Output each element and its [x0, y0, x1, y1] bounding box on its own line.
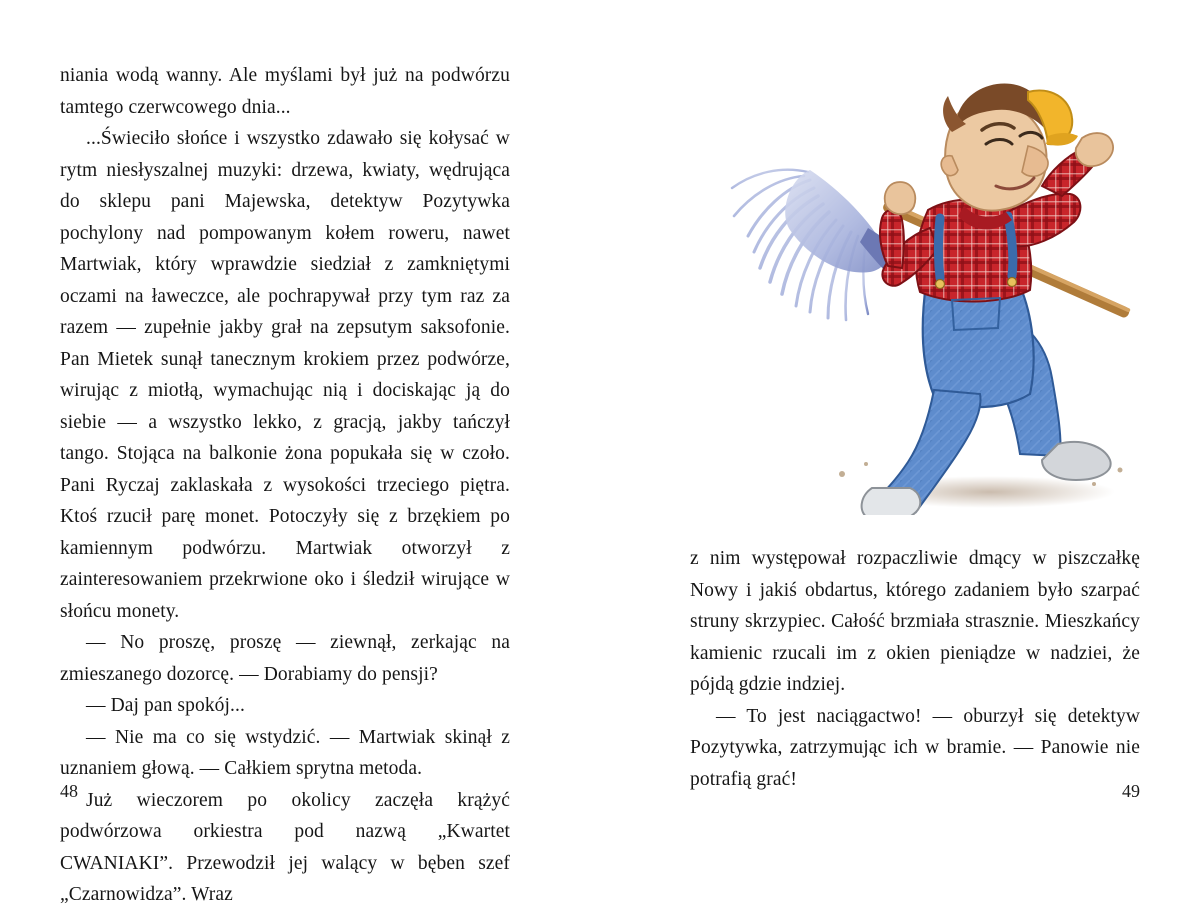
paragraph: z nim występował rozpaczliwie dmący w piszczałkę Nowy i jakiś obdartus, którego zadaniem było szarpać struny skrzypiec. Całość brzmiała strasznie. Mieszkańcy kamienic rzucali im z okien pieniądze w nadziei, że pójdą gdzie indziej.: [690, 548, 1140, 695]
overall-strap-left: [939, 218, 941, 278]
front-shoe: [862, 488, 921, 515]
illustration-janitor-dancing-with-broom: [690, 60, 1190, 515]
paragraph: — Nie ma co się wstydzić. — Martwiak skinął z uznaniem głową. — Całkiem sprytna metoda.: [60, 726, 510, 779]
page-number-right: 49: [1122, 781, 1140, 801]
paragraph: — Daj pan spokój...: [86, 695, 245, 716]
paragraph: — No proszę, proszę — ziewnął, zerkając na zmieszanego dozorcę. — Dorabiamy do pensji?: [60, 632, 510, 685]
hand-upper: [1076, 133, 1113, 166]
broom-head: [785, 170, 887, 273]
left-page-text-block: [60, 60, 510, 911]
right-page-text-block: [690, 543, 1140, 795]
overall-button-left: [936, 280, 945, 289]
overall-button-right: [1008, 278, 1017, 287]
overall-strap-right: [1008, 216, 1013, 276]
paragraph: niania wodą wanny. Ale myślami był już na podwórzu tamtego czerwcowego dnia...: [60, 65, 510, 118]
page-number-left: 48: [60, 781, 78, 801]
paragraph: — To jest naciągactwo! — oburzył się detektyw Pozytywka, zatrzymując ich w bramie. — Panowie nie potrafią grać!: [690, 705, 1140, 790]
left-page: [0, 0, 600, 905]
paragraph: Już wieczorem po okolicy zaczęła krążyć podwórzowa orkiestra pod nazwą „Kwartet CWANIAKI”. Przewodził jej walący w bęben szef „Czarnowidza”. Wraz: [60, 789, 510, 905]
janitor-figure: [862, 84, 1113, 515]
right-page: [600, 0, 1200, 844]
paragraph: ...Świeciło słońce i wszystko zdawało się kołysać w rytm niesłyszalnej muzyki: drzewa, kwiaty, wędrująca do sklepu pani Majewska, detektyw Pozytywka pochylony nad pompowanym kołem roweru, nawet Martwiak, który wprawdzie siedział z zamkniętymi oczami na ławeczce, ale pochrapywał przy tym raz za razem — zupełnie jakby grał na zepsutym saksofonie. Pan Mietek sunął tanecznym krokiem przez podwórze, wirując z miotłą, wymachując nią i dociskając ją do siebie — a wszystko lekko, z gracją, jakby tańczył tango. Stojąca na balkonie żona popukała się w czoło. Pani Ryczaj zaklaskała z wysokości trzeciego piętra. Ktoś rzucił parę monet. Potoczyły się z brzękiem po kamiennym podwórzu. Martwiak otworzył z zainteresowaniem przekrwione oko i śledził wirujące w słońcu monety.: [60, 128, 510, 622]
hand-lower: [885, 182, 915, 214]
